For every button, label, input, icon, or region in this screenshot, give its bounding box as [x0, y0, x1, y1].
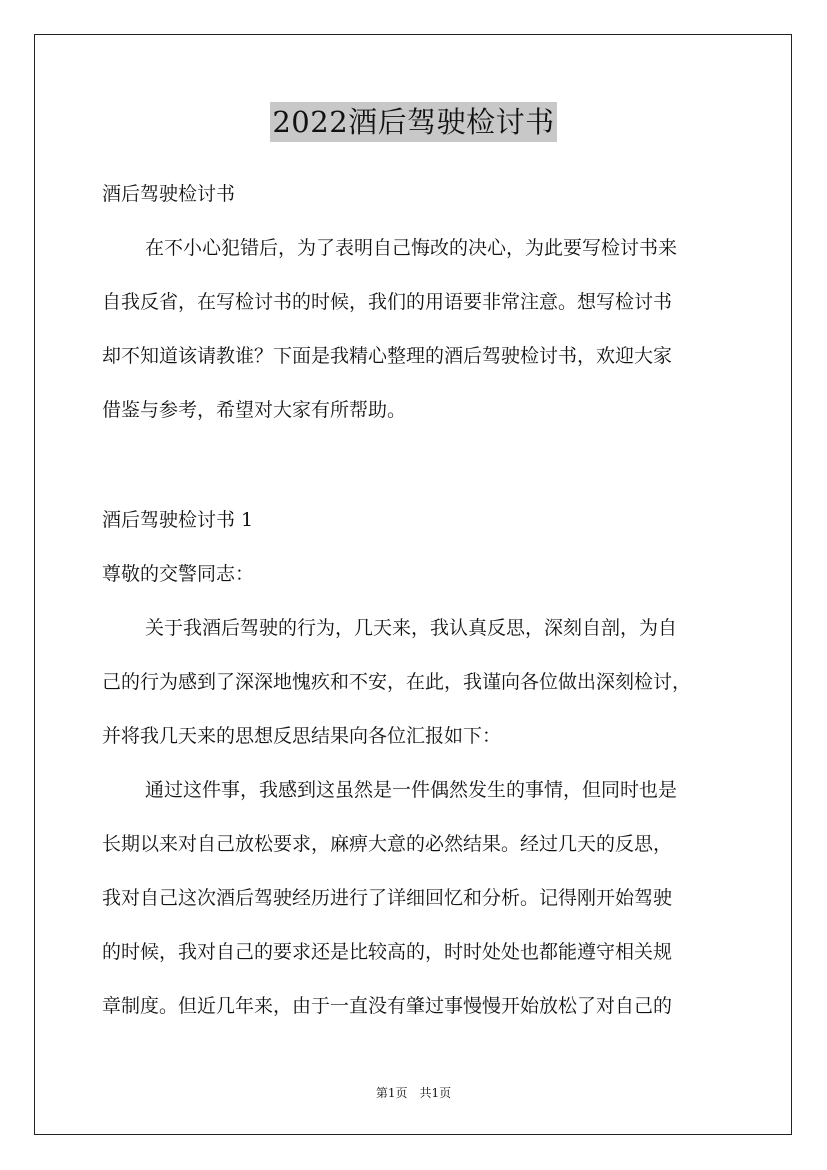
- body-line: 关于我酒后驾驶的行为，几天来，我认真反思，深刻自剖，为自: [145, 617, 678, 639]
- intro-line: 却不知道该请教谁？下面是我精心整理的酒后驾驶检讨书，欢迎大家: [102, 345, 673, 367]
- section-heading: 酒后驾驶检讨书 1: [102, 509, 254, 531]
- body-line: 己的行为感到了深深地愧疚和不安，在此，我谨向各位做出深刻检讨，: [102, 671, 692, 693]
- intro-line: 借鉴与参考，希望对大家有所帮助。: [102, 399, 407, 421]
- document-title: 2022酒后驾驶检讨书: [270, 102, 556, 142]
- body-line: 通过这件事，我感到这虽然是一件偶然发生的事情，但同时也是: [145, 779, 678, 801]
- body-line: 章制度。但近几年来，由于一直没有肇过事慢慢开始放松了对自己的: [102, 995, 673, 1017]
- body-line: 并将我几天来的思想反思结果向各位汇报如下：: [102, 725, 502, 747]
- page-number-footer: 第1页 共1页: [375, 1086, 452, 1100]
- salutation: 尊敬的交警同志：: [102, 563, 255, 585]
- body-line: 长期以来对自己放松要求，麻痹大意的必然结果。经过几天的反思，: [102, 833, 673, 855]
- subtitle: 酒后驾驶检讨书: [102, 183, 236, 205]
- title-container: [0, 102, 827, 142]
- body-line: 我对自己这次酒后驾驶经历进行了详细回忆和分析。记得刚开始驾驶: [102, 887, 673, 909]
- body-line: 的时候，我对自己的要求还是比较高的，时时处处也都能遵守相关规: [102, 941, 673, 963]
- intro-line: 自我反省，在写检讨书的时候，我们的用语要非常注意。想写检讨书: [102, 291, 673, 313]
- intro-line: 在不小心犯错后，为了表明自己悔改的决心，为此要写检讨书来: [145, 237, 678, 259]
